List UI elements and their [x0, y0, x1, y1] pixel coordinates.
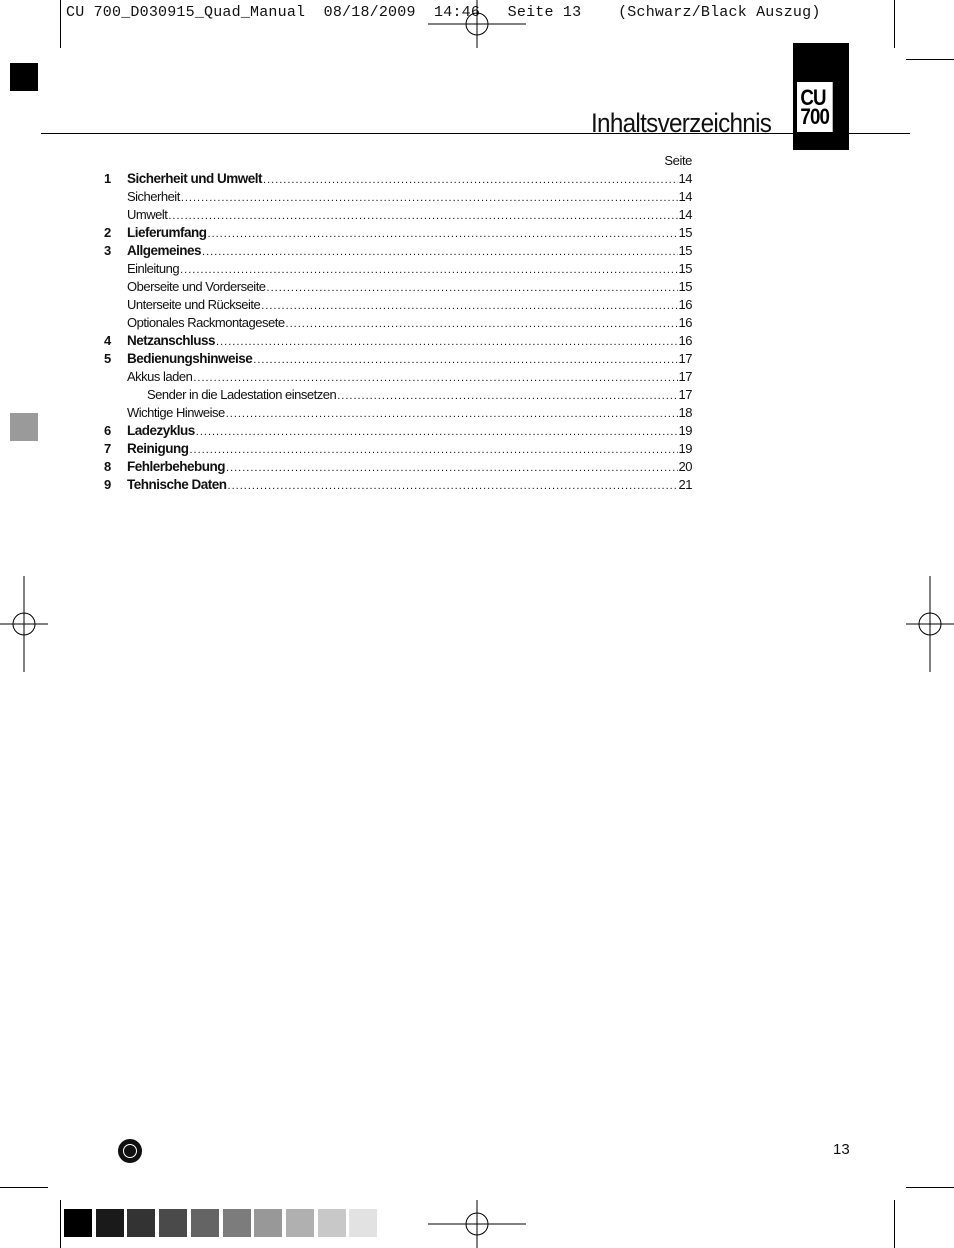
toc-entry [104, 224, 692, 242]
registration-crosshair-icon [0, 576, 48, 672]
crop-mark [906, 59, 954, 60]
toc-entry-title: Reinigung [127, 441, 189, 456]
toc-entry-title: Akkus laden [127, 369, 193, 384]
toc-dot-leader [202, 243, 678, 261]
toc-entry-title: Tehnische Daten [127, 477, 227, 492]
toc-entry-title: Sicherheit und Umwelt [127, 171, 263, 186]
registration-crosshair-icon [428, 1200, 526, 1248]
grayscale-swatch [191, 1209, 219, 1237]
print-job-header: CU 700_D030915_Quad_Manual 08/18/2009 14:46 Seite 13 (Schwarz/Black Auszug) [66, 4, 821, 21]
page-title: Inhaltsverzeichnis [590, 108, 771, 138]
toc-entry-title: Ladezyklus [127, 423, 195, 438]
page-number: 13 [833, 1141, 850, 1158]
toc-entry-page: 17 [678, 369, 692, 384]
toc-dot-leader [190, 441, 678, 459]
toc-entry-number: 2 [104, 225, 111, 240]
grayscale-swatch [96, 1209, 124, 1237]
toc-entry-page: 14 [678, 207, 692, 222]
toc-entry-number: 1 [104, 171, 111, 186]
table-of-contents [104, 152, 692, 494]
toc-entry-page: 19 [678, 441, 692, 456]
toc-entry [104, 260, 692, 278]
toc-entry [104, 314, 692, 332]
toc-dot-leader [261, 297, 677, 315]
toc-entry-page: 15 [678, 279, 692, 294]
grayscale-swatch [159, 1209, 187, 1237]
toc-entry-page: 16 [678, 315, 692, 330]
toc-entry-page: 16 [678, 333, 692, 348]
toc-entry [104, 188, 692, 206]
grayscale-swatch [127, 1209, 155, 1237]
toc-entry [104, 332, 692, 350]
toc-entry-page: 21 [678, 477, 692, 492]
page-column-label: Seite [664, 153, 692, 168]
registration-crosshair-icon [428, 0, 526, 48]
toc-entry [104, 458, 692, 476]
toc-entry-number: 3 [104, 243, 111, 258]
toc-entry [104, 350, 692, 368]
grayscale-swatch [223, 1209, 251, 1237]
toc-entry-title: Oberseite und Vorderseite [127, 279, 266, 294]
grayscale-swatch [349, 1209, 377, 1237]
toc-entry-number: 8 [104, 459, 111, 474]
toc-entry-page: 16 [678, 297, 692, 312]
toc-entry [104, 476, 692, 494]
toc-entry [104, 386, 692, 404]
model-label-line1: CU [800, 85, 826, 110]
toc-entry-title: Allgemeines [127, 243, 202, 258]
toc-entry [104, 404, 692, 422]
toc-list [104, 170, 692, 494]
toc-dot-leader [196, 423, 678, 441]
toc-entry-number: 4 [104, 333, 111, 348]
toc-entry-title: Einleitung [127, 261, 180, 276]
title-rule [41, 133, 910, 134]
toc-entry [104, 278, 692, 296]
crop-mark [60, 0, 61, 48]
crop-mark [894, 1200, 895, 1248]
toc-dot-leader [168, 207, 677, 225]
grayscale-swatch [254, 1209, 282, 1237]
toc-dot-leader [228, 477, 678, 495]
toc-entry [104, 242, 692, 260]
toc-dot-leader [193, 369, 677, 387]
side-marker-gray [10, 413, 38, 441]
crop-mark [0, 1187, 48, 1188]
toc-dot-leader [263, 171, 678, 189]
toc-entry [104, 368, 692, 386]
toc-entry-title: Umwelt [127, 207, 168, 222]
toc-dot-leader [286, 315, 678, 333]
toc-entry-page: 15 [678, 243, 692, 258]
crop-mark [906, 1187, 954, 1188]
toc-entry-page: 19 [678, 423, 692, 438]
toc-entry-page: 15 [678, 225, 692, 240]
model-label [797, 82, 833, 132]
toc-dot-leader [180, 261, 677, 279]
toc-entry [104, 422, 692, 440]
toc-entry-title: Bedienungshinweise [127, 351, 253, 366]
toc-entry-title: Netzanschluss [127, 333, 216, 348]
toc-entry-number: 9 [104, 477, 111, 492]
crop-mark [894, 0, 895, 48]
crop-mark [60, 1200, 61, 1248]
side-marker-black [10, 63, 38, 91]
toc-entry-number: 6 [104, 423, 111, 438]
toc-entry-title: Optionales Rackmontagesete [127, 315, 285, 330]
model-tab [793, 43, 849, 150]
toc-dot-leader [181, 189, 678, 207]
toc-dot-leader [267, 279, 678, 297]
akg-logo-icon [118, 1139, 142, 1163]
model-label-line2: 700 [800, 104, 830, 129]
toc-entry-number: 5 [104, 351, 111, 366]
toc-entry-title: Wichtige Hinweise [127, 405, 225, 420]
toc-entry [104, 296, 692, 314]
toc-entry-page: 15 [678, 261, 692, 276]
toc-entry-page: 17 [678, 351, 692, 366]
toc-entry-page: 17 [678, 387, 692, 402]
grayscale-swatch [318, 1209, 346, 1237]
toc-entry-page: 18 [678, 405, 692, 420]
toc-dot-leader [226, 459, 678, 477]
toc-dot-leader [253, 351, 677, 369]
toc-entry-page: 20 [678, 459, 692, 474]
toc-entry-title: Sender in die Ladestation einsetzen [147, 387, 337, 402]
grayscale-swatch [64, 1209, 92, 1237]
toc-entry [104, 206, 692, 224]
toc-entry [104, 440, 692, 458]
toc-entry-title: Unterseite und Rückseite [127, 297, 261, 312]
toc-entry-page: 14 [678, 189, 692, 204]
toc-entry-number: 7 [104, 441, 111, 456]
toc-dot-leader [226, 405, 678, 423]
toc-entry-page: 14 [678, 171, 692, 186]
toc-dot-leader [208, 225, 678, 243]
toc-entry-title: Fehlerbehebung [127, 459, 226, 474]
toc-dot-leader [337, 387, 677, 405]
toc-entry [104, 170, 692, 188]
grayscale-swatch [286, 1209, 314, 1237]
toc-dot-leader [216, 333, 677, 351]
toc-entry-title: Lieferumfang [127, 225, 207, 240]
registration-crosshair-icon [906, 576, 954, 672]
toc-entry-title: Sicherheit [127, 189, 180, 204]
